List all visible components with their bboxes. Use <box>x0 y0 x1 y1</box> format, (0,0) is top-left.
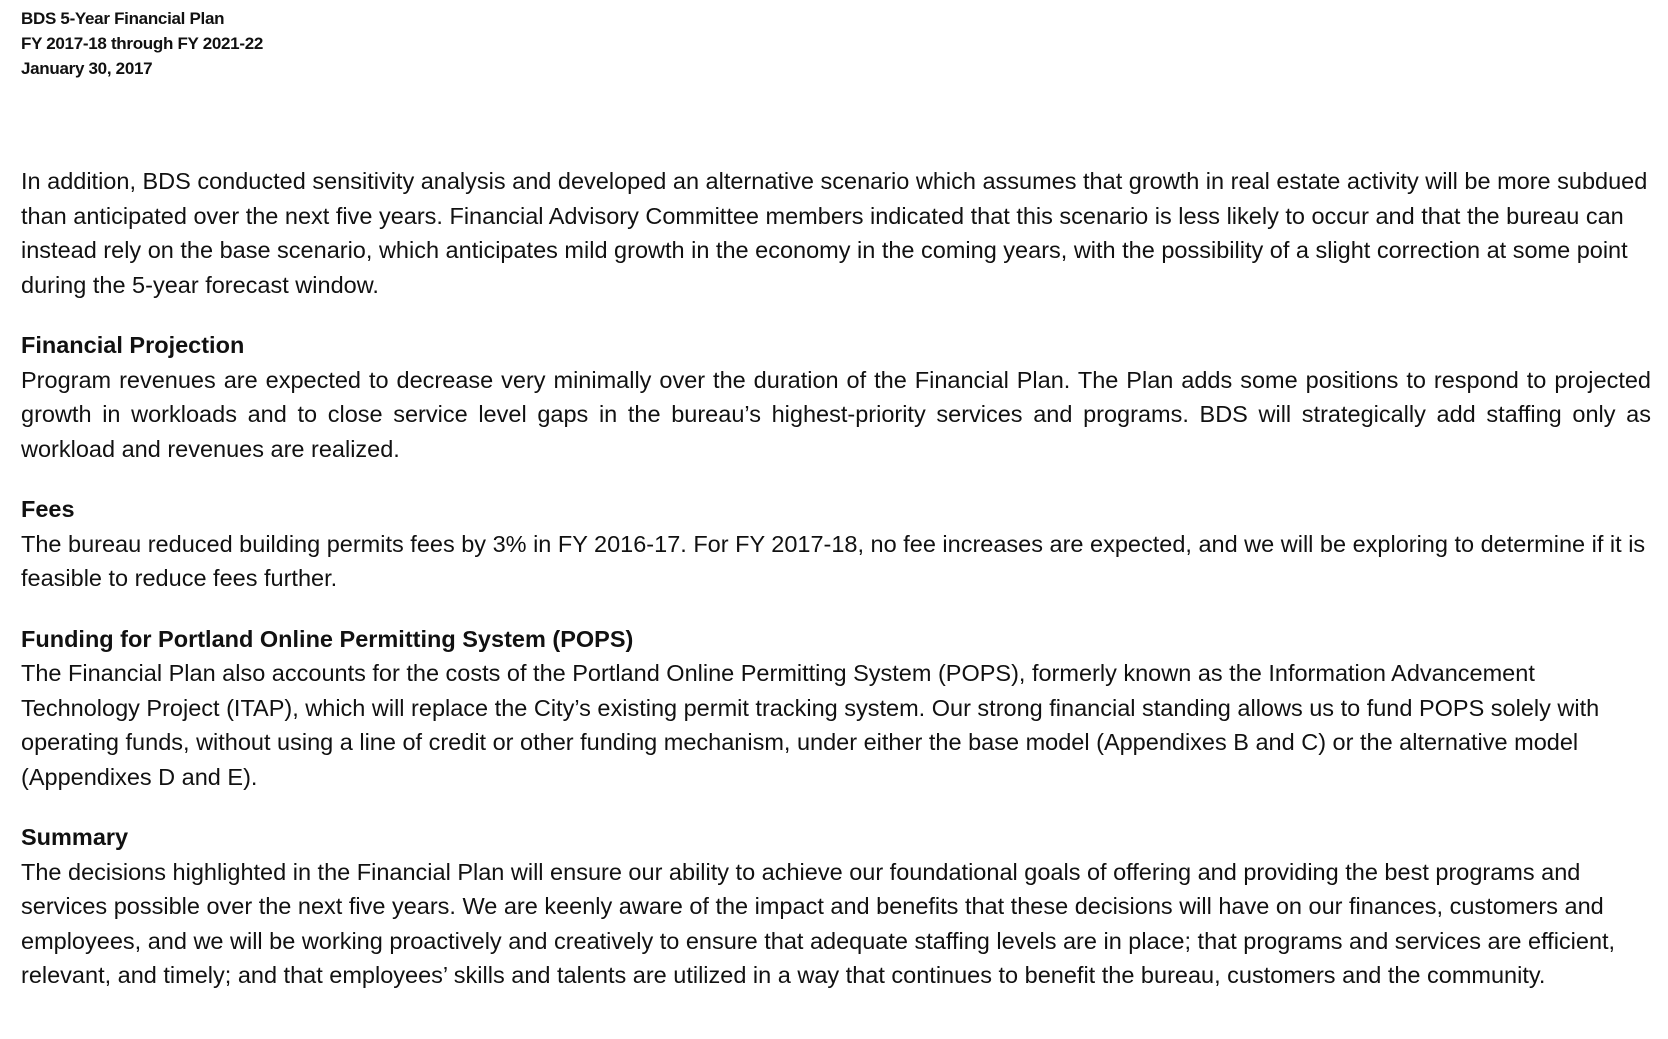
section-heading: Financial Projection <box>21 332 245 358</box>
intro-section <box>21 164 1651 302</box>
section-heading: Fees <box>21 496 75 522</box>
section-financial-projection <box>21 328 1651 466</box>
section-heading: Funding for Portland Online Permitting System (POPS) <box>21 625 634 652</box>
section-body: Program revenues are expected to decrease very minimally over the duration of the Financial Plan. The Plan adds some positions to respond to projected growth in workloads and to close service level gaps in the bureau’s highest-priority services and programs. BDS will strategically add staffing only as workload and revenues are realized. <box>21 366 1651 462</box>
section-fees <box>21 492 1651 596</box>
document-header <box>21 6 1651 81</box>
header-title: BDS 5-Year Financial Plan <box>21 9 225 28</box>
section-pops-funding <box>21 622 1651 795</box>
section-summary <box>21 820 1651 993</box>
intro-paragraph: In addition, BDS conducted sensitivity analysis and developed an alternative scenario which assumes that growth in real estate activity will be more subdued than anticipated over the next five years. Financial Advisory Committee members indicated that this scenario is less likely to occur and that the bureau can instead rely on the base scenario, which anticipates mild growth in the economy in the coming years, with the possibility of a slight correction at some point during the 5-year forecast window. <box>21 168 1648 298</box>
section-body: The bureau reduced building permits fees by 3% in FY 2016-17. For FY 2017-18, no fee increases are expected, and we will be exploring to determine if it is feasible to reduce fees further. <box>21 530 1646 591</box>
section-body: The decisions highlighted in the Financial Plan will ensure our ability to achieve our foundational goals of offering and providing the best programs and services possible over the next five years. We are keenly aware of the impact and benefits that these decisions will have on our finances, customers and employees, and we will be working proactively and creatively to ensure that adequate staffing levels are in place; that programs and services are efficient, relevant, and timely; and that employees’ skills and talents are utilized in a way that continues to benefit the bureau, customers and the community. <box>21 858 1616 988</box>
document-page <box>21 6 1651 993</box>
header-fiscal-range: FY 2017-18 through FY 2021-22 <box>21 34 264 53</box>
section-heading: Summary <box>21 824 129 850</box>
header-date: January 30, 2017 <box>21 59 153 78</box>
section-body: The Financial Plan also accounts for the costs of the Portland Online Permitting System (POPS), formerly known as the Information Advancement Technology Project (ITAP), which will replace the City’s existing permit tracking system. Our strong financial standing allows us to fund POPS solely with operating funds, without using a line of credit or other funding mechanism, under either the base model (Appendixes B and C) or the alternative model (Appendixes D and E). <box>21 660 1600 790</box>
